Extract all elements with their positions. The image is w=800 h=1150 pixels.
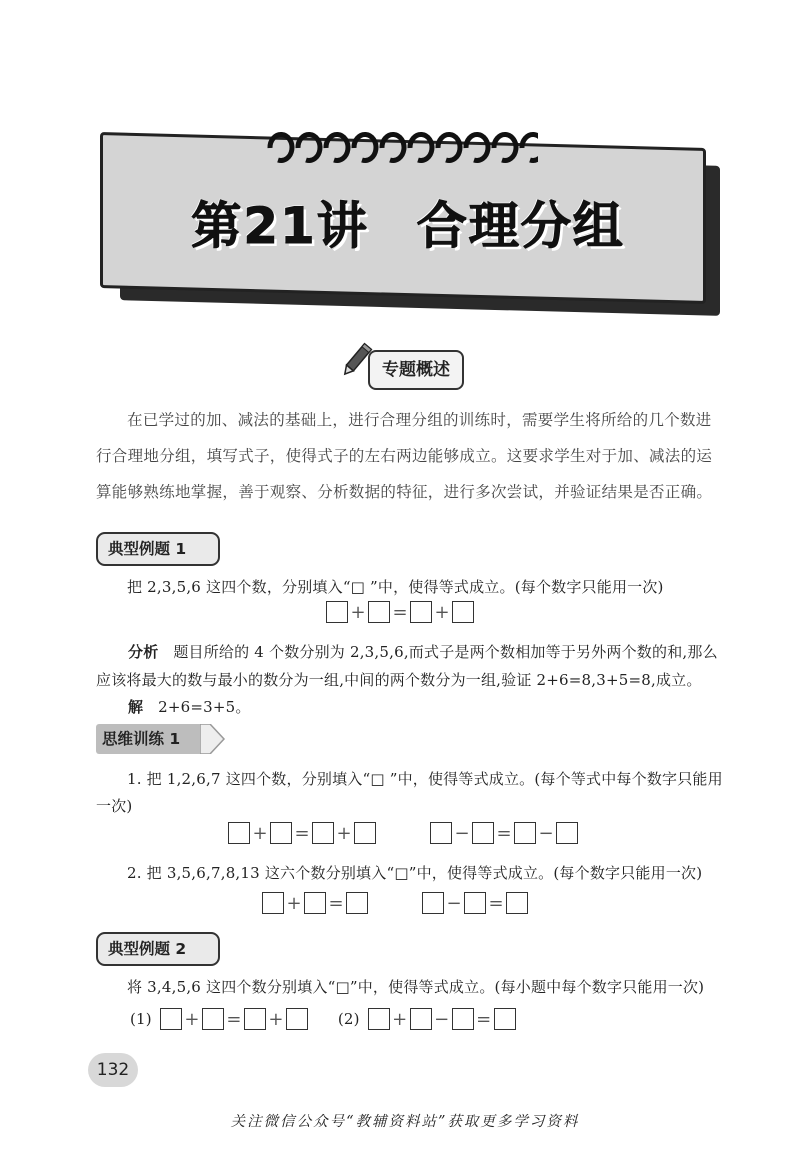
answer-box[interactable] xyxy=(270,822,292,844)
answer-box[interactable] xyxy=(422,892,444,914)
answer-box[interactable] xyxy=(262,892,284,914)
answer-box[interactable] xyxy=(472,822,494,844)
training-1-q1-line-1: 1. 把 1,2,6,7 这四个数，分别填入“□ ”中，使得等式成立。(每个等式中每个数字只能用 xyxy=(127,770,723,788)
training-1-q2: 2. 把 3,5,6,7,8,13 这六个数分别填入“□”中，使得等式成立。(每个数字只能用一次) xyxy=(127,864,703,882)
chapter-name: 合理分组 xyxy=(416,197,625,255)
answer-box[interactable] xyxy=(326,601,348,623)
answer-box[interactable] xyxy=(410,1008,432,1030)
training-1-tag: 思维训练 1 xyxy=(96,724,226,754)
answer-box[interactable] xyxy=(160,1008,182,1030)
example-1-tag: 典型例题 1 xyxy=(96,532,220,566)
chapter-title xyxy=(168,186,648,258)
chapter-number: 第21讲 xyxy=(191,197,369,255)
footer-note: 关注微信公众号“教辅资料站”获取更多学习资料 xyxy=(230,1114,580,1130)
answer-box[interactable] xyxy=(228,822,250,844)
answer-box[interactable] xyxy=(506,892,528,914)
example-1-question: 把 2,3,5,6 这四个数，分别填入“□ ”中，使得等式成立。(每个数字只能用一次) xyxy=(127,578,664,596)
answer-box[interactable] xyxy=(410,601,432,623)
answer-box[interactable] xyxy=(202,1008,224,1030)
example-2-question: 将 3,4,5,6 这四个数分别填入“□”中，使得等式成立。(每小题中每个数字只能用一次) xyxy=(127,978,705,996)
answer-box[interactable] xyxy=(514,822,536,844)
answer-box[interactable] xyxy=(368,1008,390,1030)
answer-box[interactable] xyxy=(354,822,376,844)
answer-box[interactable] xyxy=(312,822,334,844)
analysis-line-1: 分析 题目所给的 4 个数分别为 2,3,5,6,而式子是两个数相加等于另外两个数的和,那么 xyxy=(128,643,718,661)
analysis-label: 分析 xyxy=(128,643,159,661)
answer-box[interactable] xyxy=(430,822,452,844)
solution-label: 解 xyxy=(128,698,144,716)
answer-box[interactable] xyxy=(556,822,578,844)
answer-box[interactable] xyxy=(244,1008,266,1030)
sub-2-label: (2) xyxy=(337,1010,360,1028)
example-1-equation: + = + xyxy=(326,601,474,623)
solution-line: 解 2+6=3+5。 xyxy=(128,698,251,716)
arrow-icon xyxy=(200,724,226,754)
analysis-line-2: 应该将最大的数与最小的数分为一组,中间的两个数分为一组,验证 2+6=8,3+5=8,成立。 xyxy=(96,671,702,689)
answer-box[interactable] xyxy=(452,601,474,623)
overview-tag: 专题概述 xyxy=(368,350,464,390)
answer-box[interactable] xyxy=(464,892,486,914)
answer-box[interactable] xyxy=(494,1008,516,1030)
overview-text: 在已学过的加、减法的基础上，进行合理分组的训练时，需要学生将所给的几个数进行合理地分组，填写式子，使得式子的左右两边能够成立。这要求学生对于加、减法的运算能够熟练地掌握，善于观察、分析数据的特征，进行多次尝试，并验证结果是否正确。 xyxy=(96,411,713,501)
training-1-q1-line-2: 一次) xyxy=(96,797,133,815)
answer-box[interactable] xyxy=(304,892,326,914)
answer-box[interactable] xyxy=(452,1008,474,1030)
answer-box[interactable] xyxy=(346,892,368,914)
example-2-tag: 典型例题 2 xyxy=(96,932,220,966)
example-2-equations: (1) + = + (2) + − = xyxy=(130,1008,516,1030)
answer-box[interactable] xyxy=(368,601,390,623)
training-1-q2-equations: + = − = xyxy=(262,892,528,914)
page-number: 132 xyxy=(88,1053,138,1087)
sub-1-label: (1) xyxy=(130,1010,152,1028)
spiral-rings-icon xyxy=(248,118,538,176)
answer-box[interactable] xyxy=(286,1008,308,1030)
training-1-q1-equations: + = + − = − xyxy=(228,822,578,844)
